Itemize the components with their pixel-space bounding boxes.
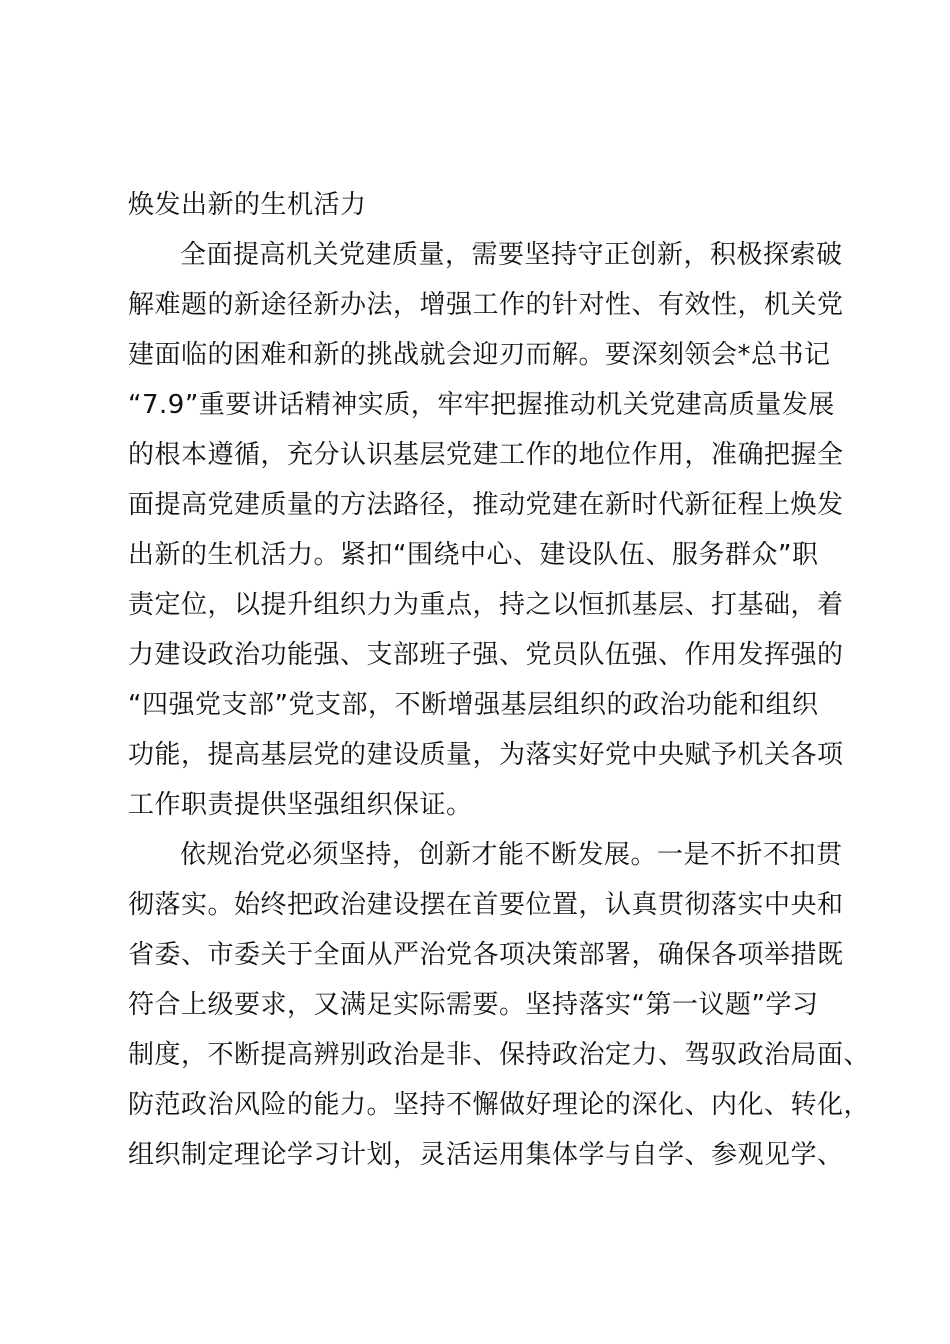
paragraph-1-line-8: 责定位，以提升组织力为重点，持之以恒抓基层、打基础，着 (128, 590, 844, 620)
paragraph-2-line-2: 彻落实。始终把政治建设摆在首要位置，认真贯彻落实中央和 (128, 890, 844, 920)
paragraph-2-line-7: 组织制定理论学习计划，灵活运用集体学与自学、参观见学、 (128, 1140, 844, 1170)
paragraph-1-line-11: 功能，提高基层党的建设质量，为落实好党中央赋予机关各项 (128, 740, 844, 770)
paragraph-2-line-4: 符合上级要求，又满足实际需要。坚持落实“第一议题”学习 (128, 990, 819, 1020)
paragraph-1-line-7: 出新的生机活力。紧扣“围绕中心、建设队伍、服务群众”职 (128, 540, 819, 570)
text-line-1: 焕发出新的生机活力 (128, 190, 367, 220)
paragraph-2-line-6: 防范政治风险的能力。坚持不懈做好理论的深化、内化、转化， (128, 1090, 871, 1120)
paragraph-1-line-10: “四强党支部”党支部，不断增强基层组织的政治功能和组织 (128, 690, 819, 720)
paragraph-1-line-5: 的根本遵循，充分认识基层党建工作的地位作用，准确把握全 (128, 440, 844, 470)
paragraph-1-line-9: 力建设政治功能强、支部班子强、党员队伍强、作用发挥强的 (128, 640, 844, 670)
paragraph-1-line-4: “7.9”重要讲话精神实质，牢牢把握推动机关党建高质量发展 (128, 390, 835, 420)
paragraph-2-line-1: 依规治党必须坚持，创新才能不断发展。一是不折不扣贯 (180, 840, 843, 870)
paragraph-1-line-3: 建面临的困难和新的挑战就会迎刃而解。要深刻领会*总书记 (128, 340, 831, 370)
paragraph-1-line-12: 工作职责提供坚强组织保证。 (128, 790, 473, 820)
paragraph-1-line-1: 全面提高机关党建质量，需要坚持守正创新，积极探索破 (180, 240, 843, 270)
paragraph-2-line-5: 制度，不断提高辨别政治是非、保持政治定力、驾驭政治局面、 (128, 1040, 871, 1070)
paragraph-2-line-3: 省委、市委关于全面从严治党各项决策部署，确保各项举措既 (128, 940, 844, 970)
paragraph-1-line-6: 面提高党建质量的方法路径，推动党建在新时代新征程上焕发 (128, 490, 844, 520)
paragraph-1-line-2: 解难题的新途径新办法，增强工作的针对性、有效性，机关党 (128, 290, 844, 320)
